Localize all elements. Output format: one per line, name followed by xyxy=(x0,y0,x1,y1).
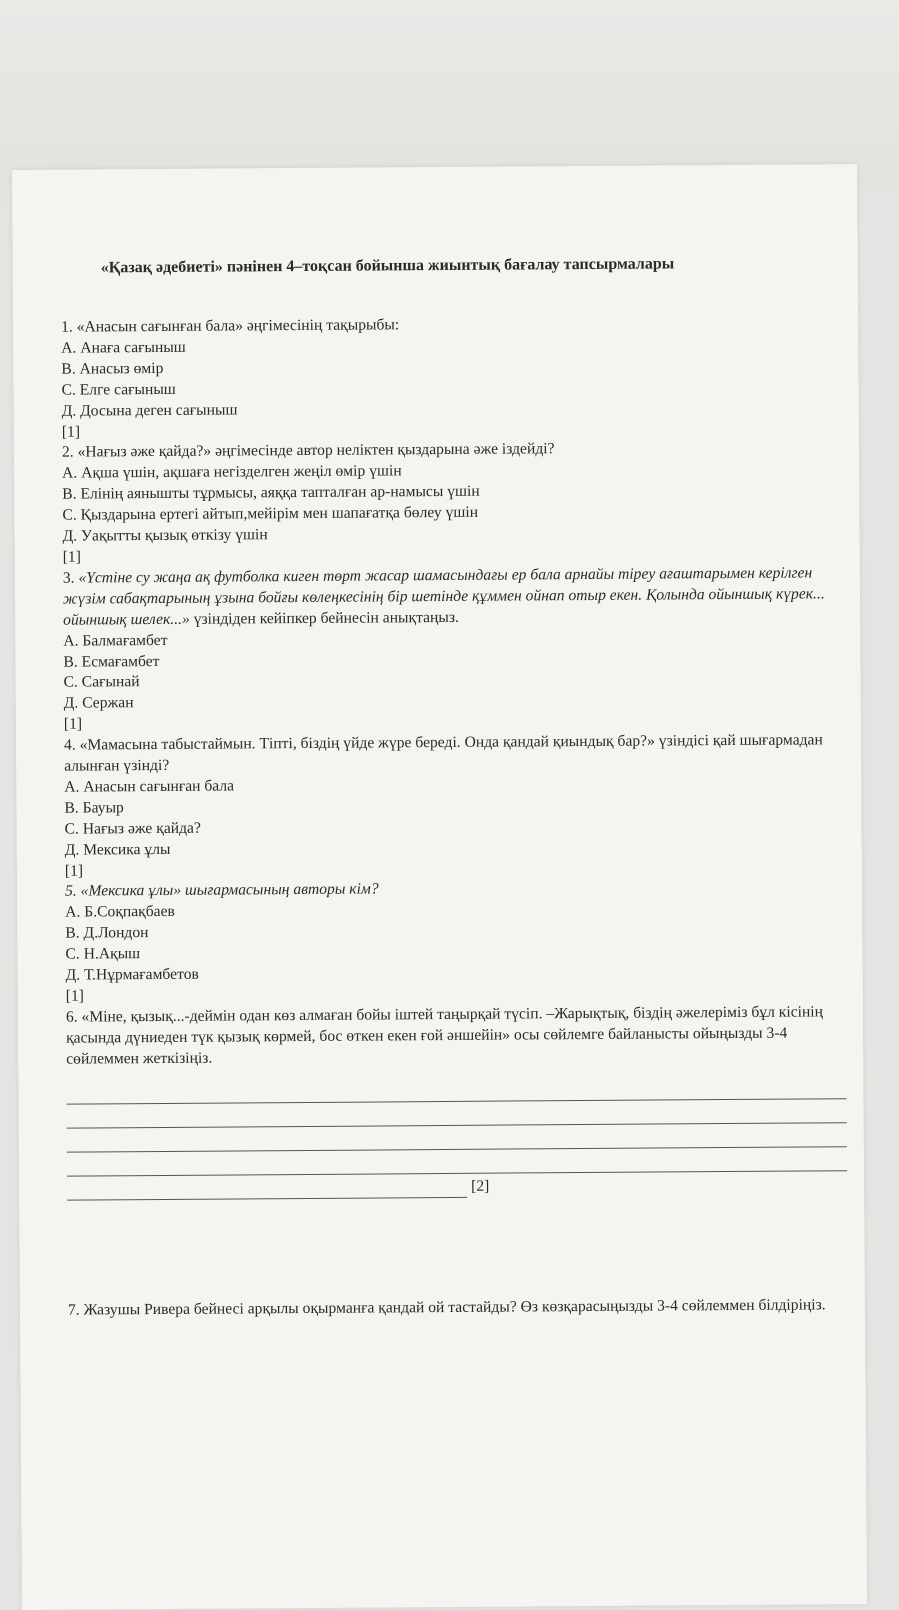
answer-line-final xyxy=(67,1171,847,1200)
question-text: 2. «Нағыз әже қайда?» әңгімесінде автор неліктен қыздарына әже іздейді? xyxy=(61,440,555,462)
option-d: Д. Досына деген сағыныш xyxy=(61,401,238,420)
option-b: В. Есмағамбет xyxy=(63,652,160,671)
option-a: А. Анаға сағыныш xyxy=(61,338,186,357)
option-d: Д. Т.Нұрмағамбетов xyxy=(65,965,199,984)
option-c: С. Н.Ақыш xyxy=(65,945,141,963)
question-rest: үзіндіден кейіпкер бейнесін анықтаңыз. xyxy=(189,608,459,628)
option-a: А. Балмағамбет xyxy=(63,631,168,650)
option-d: Д. Уақытты қызық өткізу үшін xyxy=(62,526,268,545)
question-text: 7. Жазушы Ривера бейнесі арқылы оқырманға қандай ой тастайды? Өз көзқарасыңызды 3-4 сөйлеммен білдіріңіз. xyxy=(67,1295,826,1319)
score-mark: [1] xyxy=(62,548,81,566)
option-c: С. Нағыз әже қайда? xyxy=(64,819,201,838)
option-b: В. Елінің аянышты тұрмысы, аяққа тапталған ар-намысы үшін xyxy=(62,482,480,503)
question-5 xyxy=(65,877,846,1008)
option-a: А. Ақша үшін, ақшаға негізделген жеңіл өмір үшін xyxy=(62,462,402,483)
option-d: Д. Мексика ұлы xyxy=(64,840,171,859)
option-b: В. Анасыз өмір xyxy=(61,359,164,378)
score-mark: [1] xyxy=(61,423,81,441)
quote-italic: «Үстіне су жаңа ақ футболка киген төрт жасар шамасындағы ер бала арнайы тірeу ағаштарымен керілген жүзім сабақтарының ұзына бойғы көлеңкесінің бір шетінде құммен ойнап отыр екен. Қолында ойыншық күрек... ойыншық шелек...» xyxy=(62,564,825,629)
question-1 xyxy=(61,312,842,443)
question-4 xyxy=(64,730,845,882)
option-c: С. Қыздарына ертегі айтып,мейірім мен шапағатқа бөлеу үшін xyxy=(62,503,479,524)
question-text: 1. «Анасын сағынған бала» әңгімесінің тақырыбы: xyxy=(61,316,400,336)
question-3 xyxy=(63,563,844,736)
score-mark: [1] xyxy=(64,862,84,880)
option-c: С. Сағынай xyxy=(63,673,140,692)
question-text: 5. «Мексика ұлы» шығармасының авторы кім? xyxy=(64,880,379,901)
question-6 xyxy=(66,1002,847,1200)
paper-sheet xyxy=(12,164,867,1610)
question-text: 4. «Мамасына табыстаймын. Тіпті, біздің үйде жүре береді. Онда қандай қиындық бар?» үзіндісі қай шығармадан алынған үзінді? xyxy=(63,731,823,775)
question-text: 6. «Міне, қызық...-деймін одан көз алмаған бойы іштей таңырқай түсіп. –Жарықтық, біздің әжелеріміз бұл кісінің қасында дүниеден түк қызық көрмей, бос өткен екен ғой әншейін» осы сөйлемге байланысты ойыңызды 3-4 сөйлеммен жеткізіңіз. xyxy=(65,1003,824,1068)
score-mark: [2] xyxy=(471,1177,490,1195)
question-7 xyxy=(68,1295,848,1321)
page-title: «Қазақ әдебиеті» пәнінен 4–тоқсан бойынша жиынтық бағалау тапсырмалары xyxy=(100,255,675,277)
score-mark: [1] xyxy=(63,715,83,733)
questions-body xyxy=(61,312,848,1321)
option-c: С. Елге сағыныш xyxy=(61,380,176,399)
question-text xyxy=(63,563,843,631)
option-a: А. Б.Соқпақбаев xyxy=(65,903,175,922)
option-b: В. Бауыр xyxy=(64,799,124,817)
question-number: 3. xyxy=(62,569,79,587)
option-a: А. Анасын сағынған бала xyxy=(64,777,235,796)
question-2 xyxy=(62,438,843,569)
answer-line xyxy=(67,1173,467,1200)
background-surface xyxy=(0,0,899,185)
option-d: Д. Сержан xyxy=(63,694,134,712)
score-mark: [1] xyxy=(65,987,85,1005)
option-b: В. Д.Лондон xyxy=(65,924,149,942)
answer-lines xyxy=(66,1075,847,1200)
